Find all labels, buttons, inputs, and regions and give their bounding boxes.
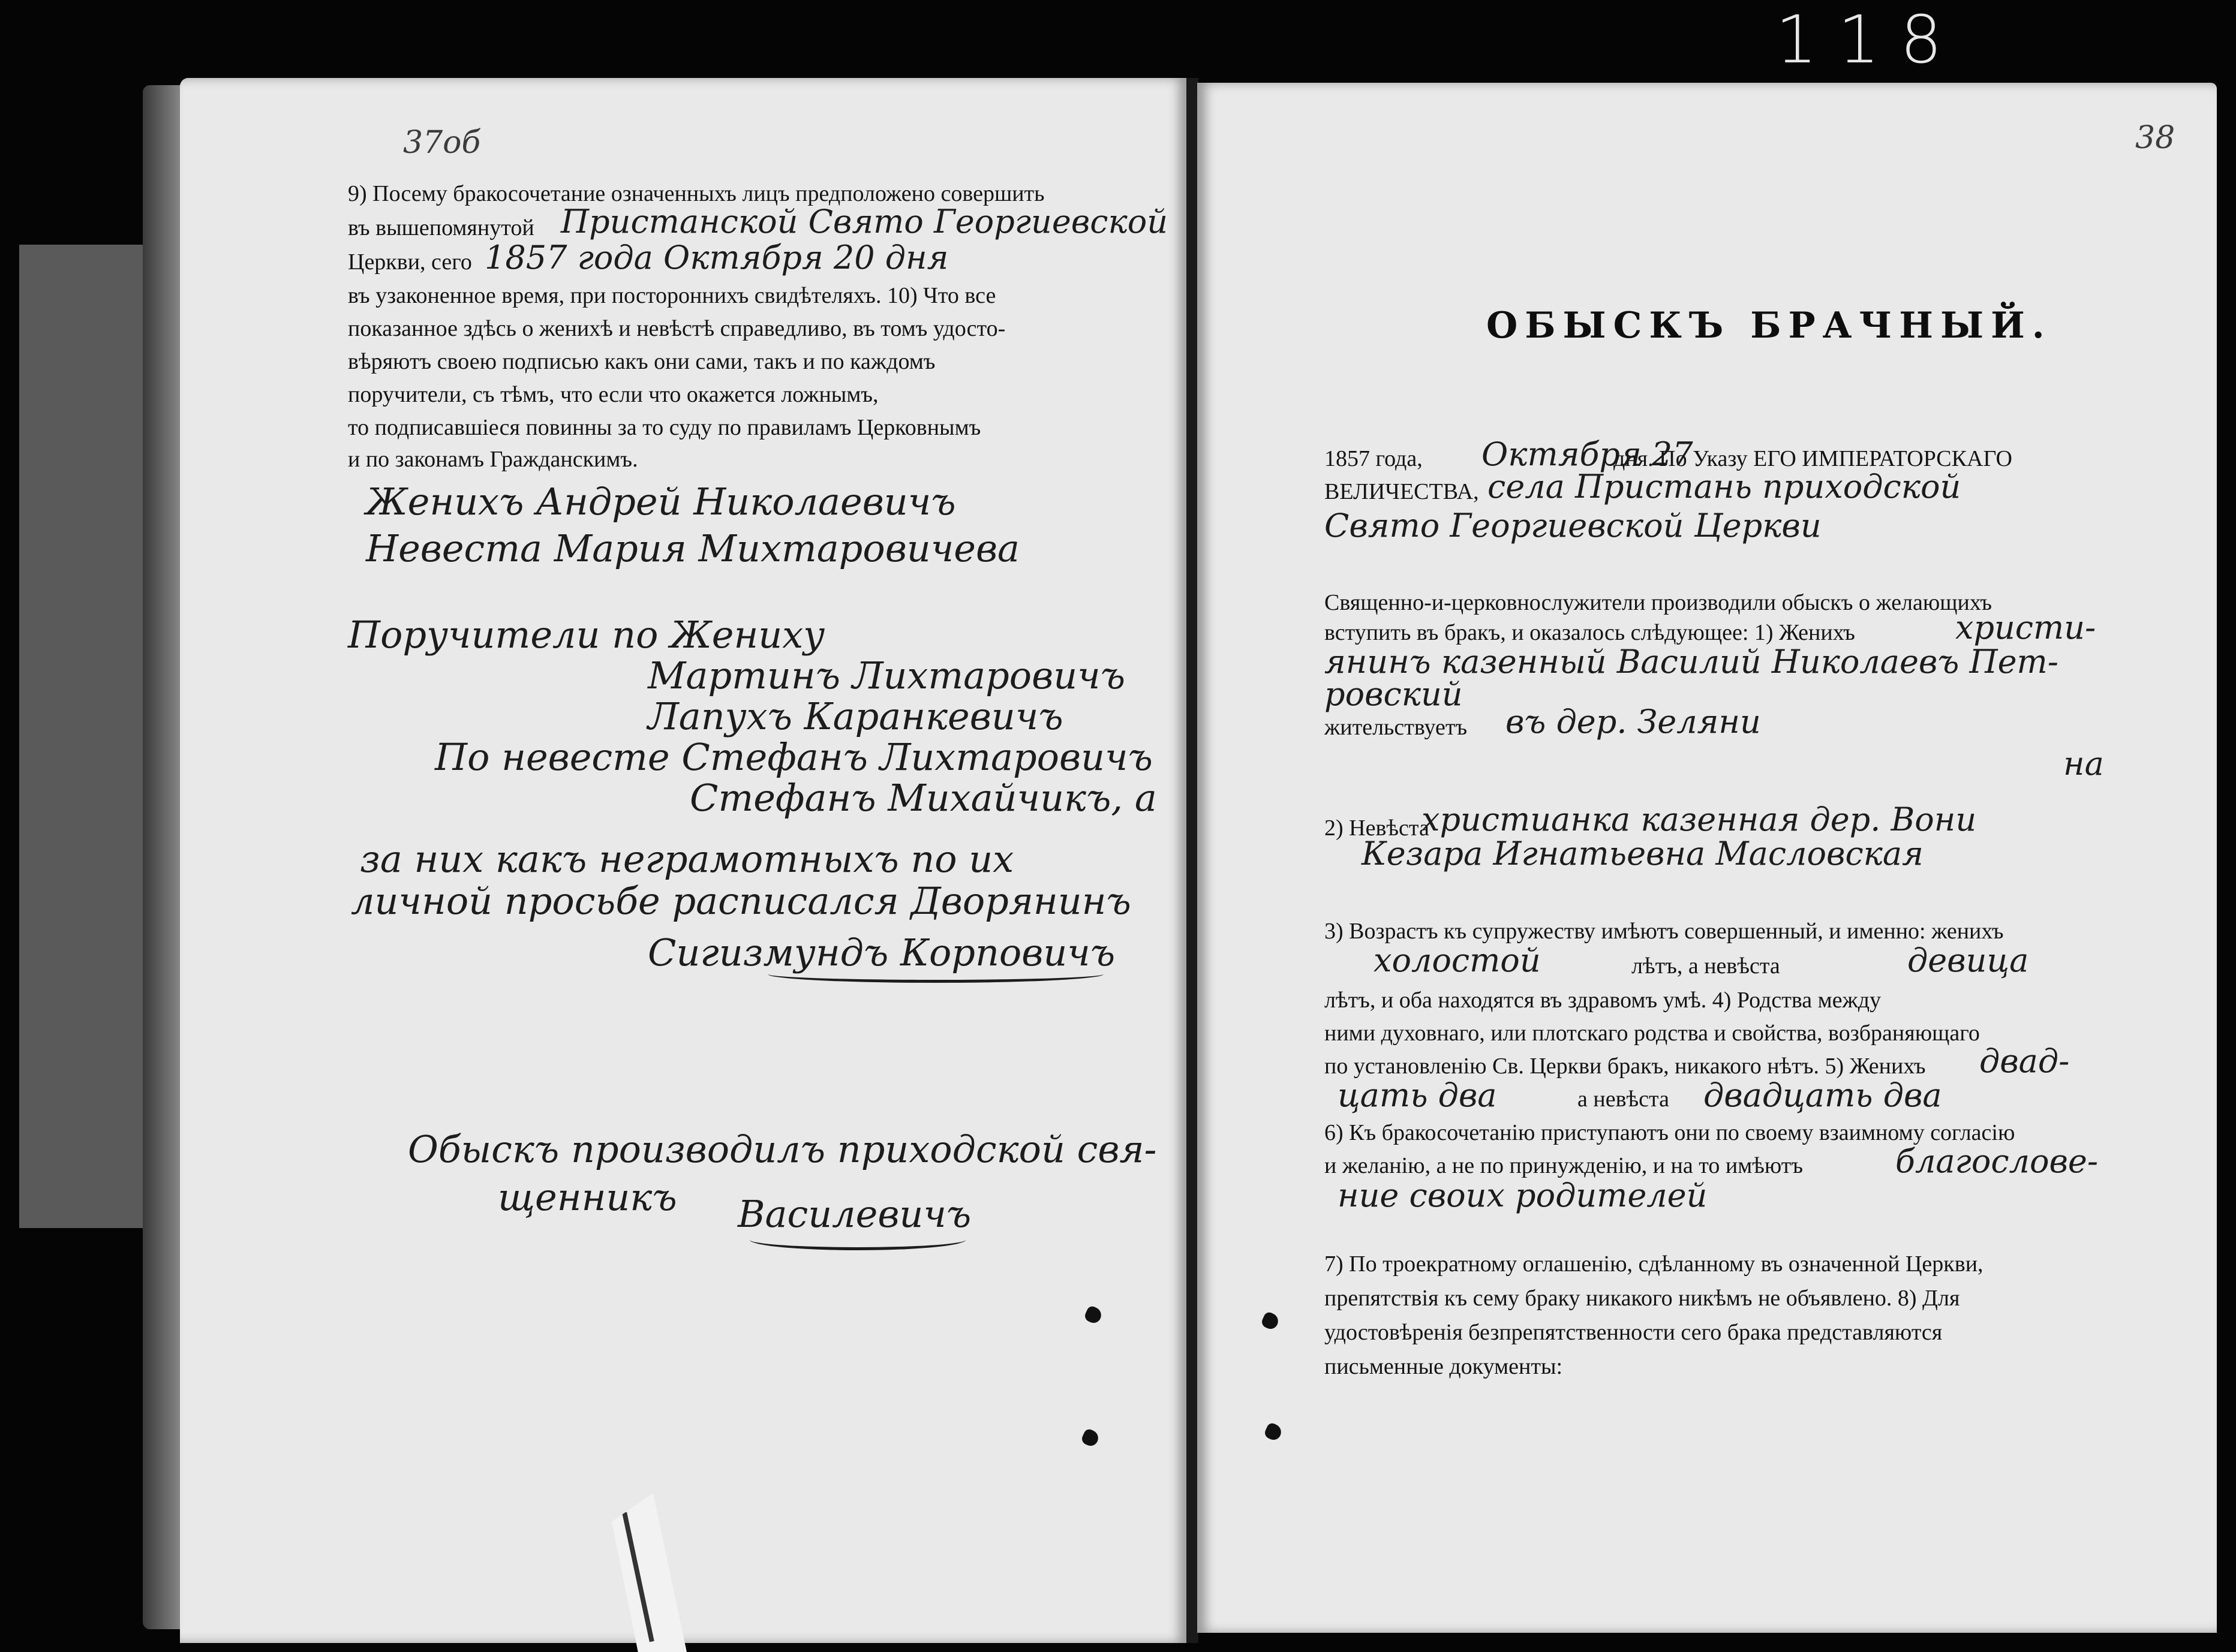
handwritten-groom-status: холостой (1374, 941, 1541, 979)
left-printed-line: Церкви, сего (348, 249, 472, 275)
signature-flourish (768, 965, 1104, 983)
right-page-number: 38 (2135, 120, 2175, 156)
left-printed-line: вѣряютъ своею подписью какъ они сами, такъ и по каждомъ (348, 349, 936, 374)
document-heading: ОБЫСКЪ БРАЧНЫЙ. (1486, 305, 2052, 347)
handwritten-groom: христи- (1955, 609, 2096, 646)
right-printed-line: ними духовнаго, или плотскаго родства и свойства, возбраняющаго (1324, 1021, 1980, 1046)
book-gutter (1186, 78, 1198, 1643)
guarantors-bride-heading: По невесте Стефанъ Лихтаровичъ (435, 735, 1153, 779)
right-printed-line: вступить въ бракъ, и оказалось слѣдующее: 1) Женихъ (1324, 620, 1855, 645)
right-printed-line: удостовѣренiя безпрепятственности сего брака представляются (1324, 1320, 1943, 1345)
handwritten-groom: янинъ казенный Василий Николаевъ Пет- (1324, 643, 2058, 681)
handwritten-residence: въ дер. Зеляни (1505, 703, 1761, 741)
right-printed-line: препятствiя къ сему браку никакого никѣмъ не объявлено. 8) Для (1324, 1286, 1960, 1311)
handwritten-parish: села Пристань приходской (1487, 468, 1961, 505)
archive-stamp-number: 118 (1775, 1, 1962, 78)
left-printed-line: поручители, съ тѣмъ, что если что окажется ложнымъ, (348, 382, 879, 407)
right-printed-line: 7) По троекратному оглашенiю, сдѣланному въ означенной Церкви, (1324, 1251, 1983, 1277)
priest-note: щенникъ (498, 1175, 677, 1219)
handwritten-parish: Свято Георгиевской Церкви (1324, 507, 1822, 544)
handwritten-consent: благослове- (1895, 1142, 2099, 1180)
right-printed-line: жительствуетъ (1324, 715, 1468, 740)
groom-signature: Женихъ Андрей Николаевичъ (366, 480, 956, 523)
right-printed-line: ВЕЛИЧЕСТВА, (1324, 479, 1479, 504)
handwritten-groom-age: цать два (1338, 1076, 1497, 1114)
right-printed-line: 1857 года, (1324, 446, 1423, 471)
guarantor-signature: Стефанъ Михайчикъ, а (690, 776, 1157, 820)
right-printed-line: 3) Возрастъ къ супружеству имѣютъ совершенный, и именно: женихъ (1324, 919, 2004, 944)
handwritten-church-name: Пристанской Свято Георгиевской (561, 203, 1168, 240)
right-printed-line: 6) Къ бракосочетанiю приступаютъ они по своему взаимному согласiю (1324, 1120, 2015, 1145)
handwritten-groom-age: двад- (1979, 1042, 2070, 1080)
guarantors-groom-heading: Поручители по Жениху (348, 613, 825, 657)
right-printed-line: письменные документы: (1324, 1354, 1563, 1379)
left-printed-line: въ узаконенное время, при постороннихъ свидѣтеляхъ. 10) Что все (348, 283, 996, 308)
handwritten-bride: Кезара Игнатьевна Масловская (1362, 835, 1924, 872)
priest-note: Обыскъ производилъ приходской свя- (408, 1127, 1157, 1171)
guarantor-signature: Мартинъ Лихтаровичъ (648, 654, 1126, 697)
guarantor-signature: Лапухъ Каранкевичъ (648, 694, 1063, 738)
right-printed-line: а невѣста (1577, 1087, 1669, 1112)
right-printed-line: по установленiю Св. Церкви бракъ, никакого нѣтъ. 5) Женихъ (1324, 1054, 1926, 1079)
right-printed-line: Священно-и-церковнослужители производили обыскъ о желающихъ (1324, 590, 1992, 615)
right-printed-line: и желанiю, а не по принужденiю, и на то имѣютъ (1324, 1153, 1804, 1178)
illiterate-note: личной просьбе расписался Дворянинъ (351, 879, 1131, 923)
left-printed-line: и по законамъ Гражданскимъ. (348, 447, 638, 472)
signature-flourish (750, 1229, 966, 1250)
bride-signature: Невеста Мария Михтаровичева (366, 526, 1020, 570)
right-printed-line: дня. По Указу ЕГО ИМПЕРАТОРСКАГО (1613, 446, 2012, 471)
handwritten-note: на (2063, 745, 2104, 783)
left-printed-line: 9) Посему бракосочетание означенныхъ лицъ предположено совершить (348, 181, 1045, 206)
left-printed-line: то подписавшiеся повинны за то суду по правиламъ Церковнымъ (348, 415, 981, 440)
right-printed-line: лѣтъ, и оба находятся въ здравомъ умѣ. 4) Родства между (1324, 988, 1882, 1013)
right-printed-line: 2) Невѣста (1324, 816, 1429, 841)
handwritten-bride: христианка казенная дер. Вони (1421, 801, 1977, 838)
left-printed-line: показанное здѣсь о женихѣ и невѣстѣ справедливо, въ томъ удосто- (348, 316, 1006, 341)
right-printed-line: лѣтъ, а невѣста (1631, 953, 1780, 979)
illiterate-note: за них какъ неграмотныхъ по их (360, 837, 1014, 881)
left-printed-line: въ вышепомянутой (348, 215, 534, 240)
handwritten-wedding-date: 1857 года Октября 20 дня (485, 239, 949, 276)
priest-signature: Василевичъ (738, 1192, 972, 1236)
nobleman-signature: Сигизмундъ Корповичъ (648, 931, 1116, 974)
handwritten-groom: ровский (1324, 675, 1463, 713)
handwritten-date: Октября 27 (1481, 435, 1693, 473)
handwritten-bride-age: двадцать два (1703, 1076, 1942, 1114)
handwritten-consent: ние своих родителей (1338, 1176, 1708, 1214)
handwritten-bride-status: девица (1907, 941, 2029, 979)
left-page-number: 37об (403, 125, 481, 161)
